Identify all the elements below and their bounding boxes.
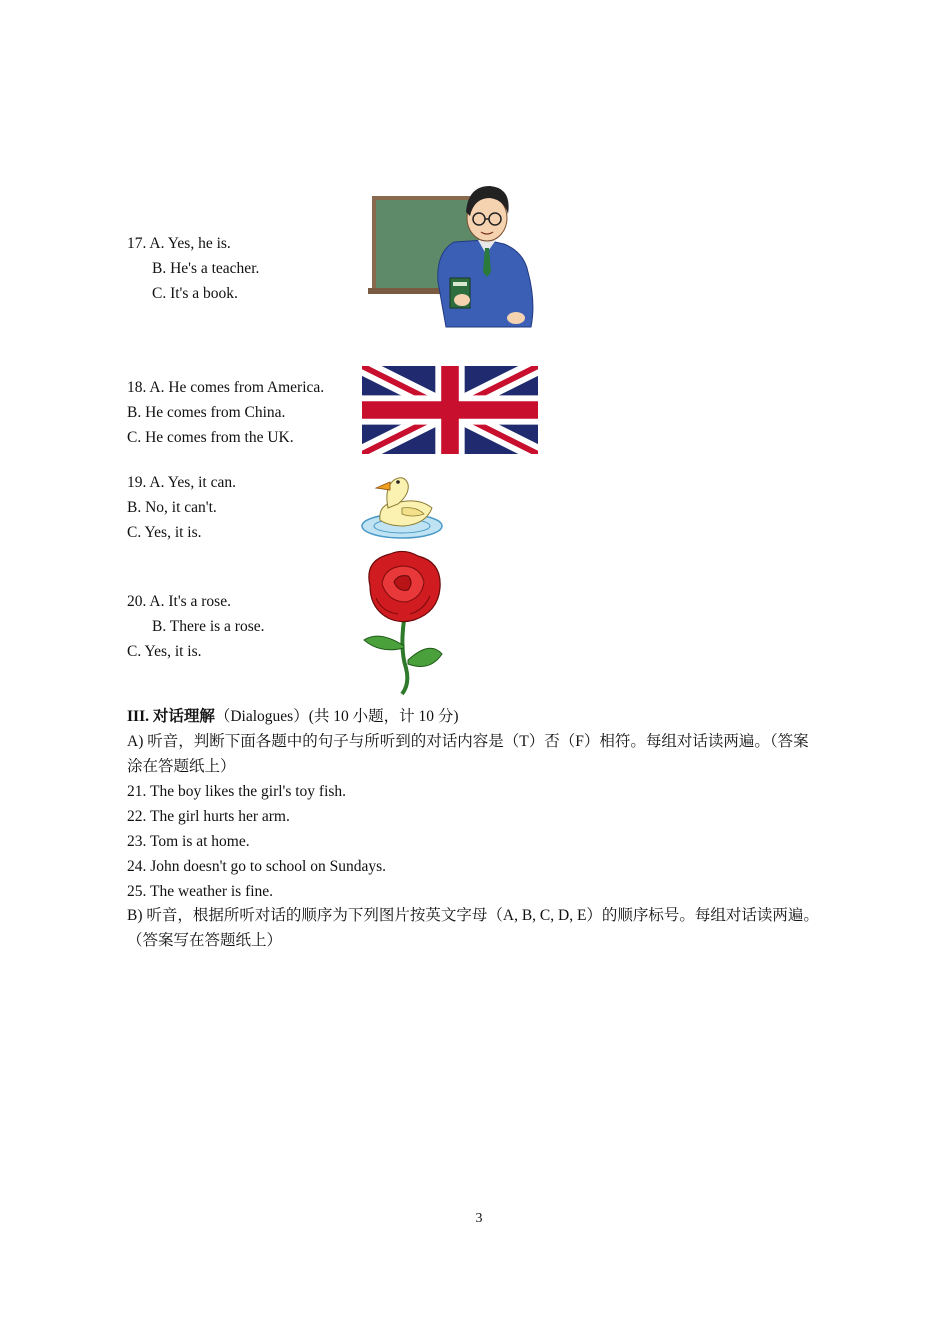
q19-line-a — [127, 473, 236, 493]
q20-option-b: B. There is a rose. — [152, 618, 265, 635]
uk-flag-icon — [362, 366, 538, 454]
q20-option-a: A. It's a rose. — [149, 593, 231, 610]
part-b-instruction-line1: B) 听音，根据所听对话的顺序为下列图片按英文字母（A, B, C, D, E）的顺序标号。每组对话读两遍。 — [127, 907, 819, 924]
q20-option-c: C. Yes, it is. — [127, 643, 202, 660]
q20-number: 20. — [127, 593, 147, 610]
q17-line-a — [127, 234, 231, 254]
q19-option-b: B. No, it can't. — [127, 499, 217, 516]
statement-23: 23. Tom is at home. — [127, 833, 250, 850]
statement-21: 21. The boy likes the girl's toy fish. — [127, 783, 347, 800]
page-number: 3 — [475, 1211, 483, 1226]
red-rose-icon — [360, 550, 446, 696]
part-a-instruction-line1: A) 听音，判断下面各题中的句子与所听到的对话内容是（T）否（F）相符。每组对话读两遍。（答案 — [127, 733, 809, 750]
section-heading-bold: III. 对话理解 — [127, 708, 215, 725]
statement-22: 22. The girl hurts her arm. — [127, 808, 290, 825]
part-b-instruction-line2: （答案写在答题纸上） — [127, 932, 283, 949]
q17-option-a: A. Yes, he is. — [149, 235, 231, 252]
q17-option-b: B. He's a teacher. — [152, 260, 260, 277]
statement-25: 25. The weather is fine. — [127, 883, 274, 900]
q19-option-a: A. Yes, it can. — [149, 474, 236, 491]
q20-line-a — [127, 592, 231, 612]
q18-line-a — [127, 378, 324, 398]
section-heading-rest: （Dialogues）(共 10 小题，计 10 分) — [214, 708, 459, 725]
q18-option-b: B. He comes from China. — [127, 404, 286, 421]
q17-option-c: C. It's a book. — [152, 285, 238, 302]
q18-number: 18. — [127, 379, 147, 396]
teacher-at-blackboard-icon — [366, 182, 541, 332]
duck-swimming-icon — [360, 468, 444, 542]
part-a-instruction-line2: 涂在答题纸上） — [127, 758, 236, 775]
q19-option-c: C. Yes, it is. — [127, 524, 202, 541]
statement-24: 24. John doesn't go to school on Sundays. — [127, 858, 386, 875]
section-heading — [127, 707, 459, 727]
q18-option-c: C. He comes from the UK. — [127, 429, 294, 446]
q17-number: 17. — [127, 235, 147, 252]
q18-option-a: A. He comes from America. — [149, 379, 325, 396]
q19-number: 19. — [127, 474, 147, 491]
